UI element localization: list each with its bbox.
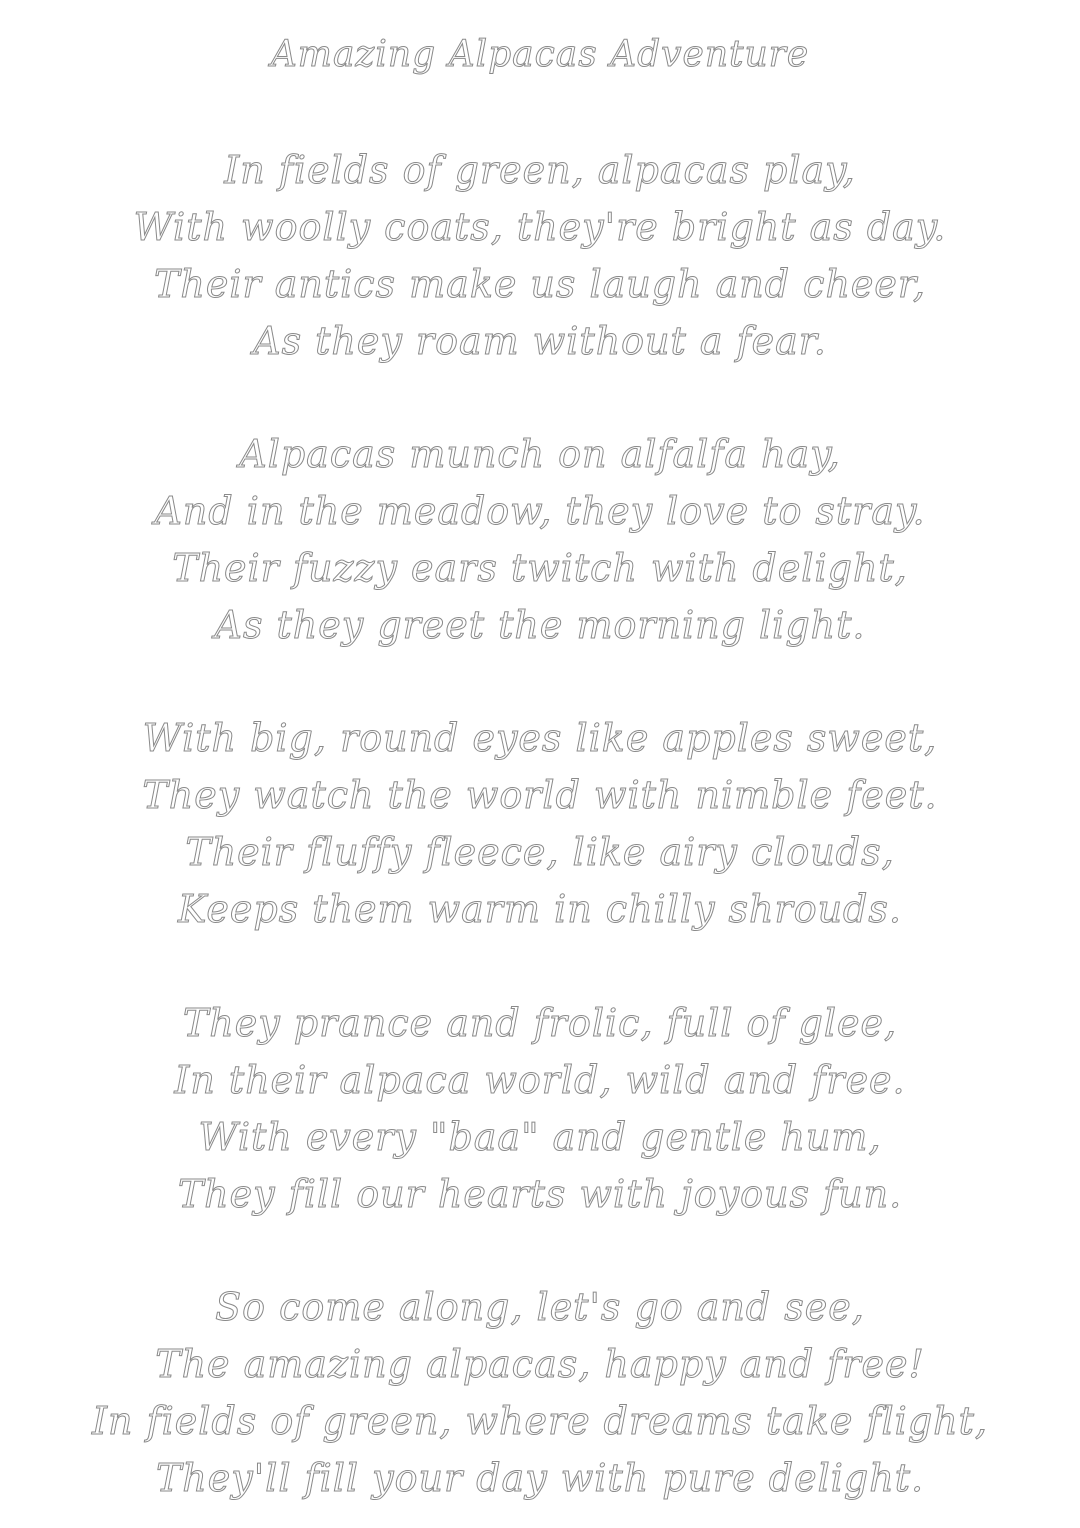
poem-line: They'll fill your day with pure delight.	[155, 1456, 925, 1500]
poem-line: So come along, let's go and see,	[215, 1285, 865, 1329]
poem-line: Their fluffy fleece, like airy clouds,	[185, 830, 895, 874]
poem-line: They fill our hearts with joyous fun.	[177, 1172, 903, 1216]
poem-line: Keeps them warm in chilly shrouds.	[178, 887, 902, 931]
poem-line: The amazing alpacas, happy and free!	[155, 1342, 925, 1386]
poem-line: With big, round eyes like apples sweet,	[142, 716, 938, 760]
poem-line: Alpacas munch on alfalfa hay,	[239, 432, 841, 476]
poem-line: With every "baa" and gentle hum,	[198, 1115, 882, 1159]
poem-line: In their alpaca world, wild and free.	[174, 1058, 906, 1102]
poem-line: They watch the world with nimble feet.	[142, 773, 938, 817]
poem-line: And in the meadow, they love to stray.	[154, 489, 926, 533]
poem-line: As they greet the morning light.	[214, 603, 866, 647]
poem-line: In fields of green, alpacas play,	[224, 148, 856, 192]
poem-line: Their fuzzy ears twitch with delight,	[172, 546, 908, 590]
poem-line: In fields of green, where dreams take flight,	[92, 1399, 988, 1443]
poem-title: Amazing Alpacas Adventure	[270, 34, 810, 75]
poem-line: As they roam without a fear.	[253, 319, 827, 363]
poem-line: With woolly coats, they're bright as day.	[133, 205, 947, 249]
poem-line: They prance and frolic, full of glee,	[182, 1001, 898, 1045]
poem-line: Their antics make us laugh and cheer,	[154, 262, 926, 306]
